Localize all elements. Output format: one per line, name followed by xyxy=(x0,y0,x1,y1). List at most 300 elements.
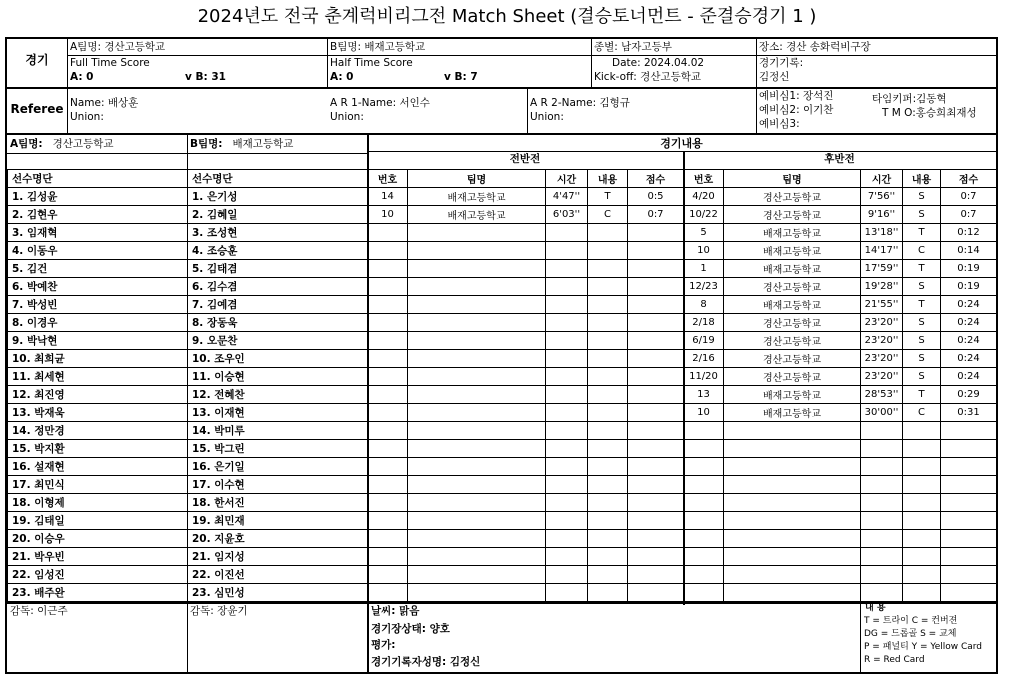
score-cell: S xyxy=(903,314,941,332)
score-cell: 0:31 xyxy=(941,404,997,422)
player-row xyxy=(188,242,368,260)
score-cell xyxy=(368,494,408,512)
divider xyxy=(860,602,861,672)
score-cell xyxy=(684,548,724,566)
score-cell: 10 xyxy=(684,404,724,422)
legend xyxy=(864,615,982,667)
player-row xyxy=(8,566,188,584)
score-cell xyxy=(861,548,903,566)
score-cell xyxy=(408,332,546,350)
score-cell: 23'20'' xyxy=(861,368,903,386)
column-header: 내용 xyxy=(903,170,941,188)
player-row xyxy=(188,260,368,278)
score-cell: 14'17'' xyxy=(861,242,903,260)
score-cell xyxy=(628,386,684,404)
roster-col-header: 선수명단 xyxy=(8,170,188,188)
divider xyxy=(756,39,757,87)
score-cell xyxy=(546,332,588,350)
score-cell xyxy=(628,278,684,296)
score-cell: 23'20'' xyxy=(861,314,903,332)
player-name: 4. 이동우 xyxy=(8,242,188,260)
score-event-row xyxy=(684,188,997,206)
empty-row xyxy=(368,494,684,512)
score-cell: 6/19 xyxy=(684,332,724,350)
legend-line: T = 트라이 C = 컨버젼 xyxy=(864,616,958,626)
score-cell xyxy=(941,440,997,458)
score-cell xyxy=(546,368,588,386)
score-cell xyxy=(941,512,997,530)
score-cell: S xyxy=(903,350,941,368)
half-time-a: A: 0 xyxy=(330,71,354,83)
player-row xyxy=(8,296,188,314)
score-cell xyxy=(724,548,861,566)
player-row xyxy=(8,494,188,512)
score-cell xyxy=(368,350,408,368)
empty-row xyxy=(368,314,684,332)
score-cell xyxy=(408,260,546,278)
score-cell xyxy=(724,458,861,476)
score-cell xyxy=(546,242,588,260)
score-cell xyxy=(546,260,588,278)
player-name: 10. 최희균 xyxy=(8,350,188,368)
player-name: 9. 박낙현 xyxy=(8,332,188,350)
score-cell: 9'16'' xyxy=(861,206,903,224)
score-cell xyxy=(588,440,628,458)
full-time-b: v B: 31 xyxy=(185,71,226,83)
ar2-union: Union: xyxy=(530,111,564,123)
score-cell xyxy=(861,476,903,494)
team-b-roster-header xyxy=(190,138,293,151)
empty-row xyxy=(368,260,684,278)
divider xyxy=(756,87,757,133)
score-cell xyxy=(546,566,588,584)
player-name: 3. 조성현 xyxy=(188,224,368,242)
empty-row xyxy=(368,422,684,440)
score-event-row xyxy=(684,350,997,368)
score-cell: 경산고등학교 xyxy=(724,368,861,386)
player-name: 13. 이재현 xyxy=(188,404,368,422)
score-cell: 8 xyxy=(684,296,724,314)
score-cell xyxy=(546,494,588,512)
score-cell xyxy=(903,494,941,512)
player-name: 19. 최민재 xyxy=(188,512,368,530)
column-header: 시간 xyxy=(546,170,588,188)
score-cell xyxy=(588,494,628,512)
column-header: 번호 xyxy=(368,170,408,188)
full-time-a: A: 0 xyxy=(70,71,94,83)
legend-title: 내 용 xyxy=(865,603,886,613)
player-row xyxy=(188,188,368,206)
empty-row xyxy=(684,566,997,584)
full-time-label: Full Time Score xyxy=(70,57,150,69)
score-cell: C xyxy=(903,404,941,422)
player-name: 17. 최민식 xyxy=(8,476,188,494)
score-cell xyxy=(628,260,684,278)
score-cell xyxy=(546,440,588,458)
score-cell: S xyxy=(903,278,941,296)
score-cell: 경산고등학교 xyxy=(724,314,861,332)
score-cell: 배재고등학교 xyxy=(724,242,861,260)
score-cell xyxy=(368,242,408,260)
score-cell xyxy=(408,548,546,566)
score-cell: 배재고등학교 xyxy=(724,386,861,404)
empty-row xyxy=(368,584,684,602)
score-cell xyxy=(588,260,628,278)
player-name: 16. 은기일 xyxy=(188,458,368,476)
coach-b: 감독: 장윤기 xyxy=(190,605,248,617)
player-name: 5. 김태겸 xyxy=(188,260,368,278)
score-cell: 1 xyxy=(684,260,724,278)
player-row xyxy=(8,368,188,386)
score-cell xyxy=(628,440,684,458)
empty-row xyxy=(368,476,684,494)
score-event-row xyxy=(368,206,684,224)
score-event-row xyxy=(684,242,997,260)
tmo: T M O:홍승희최재성 xyxy=(882,107,977,119)
empty-row xyxy=(684,422,997,440)
score-cell xyxy=(628,242,684,260)
score-cell: 0:24 xyxy=(941,314,997,332)
score-cell: 0:14 xyxy=(941,242,997,260)
score-cell xyxy=(861,422,903,440)
column-header: 시간 xyxy=(861,170,903,188)
score-cell xyxy=(684,422,724,440)
score-cell xyxy=(628,458,684,476)
score-cell: 0:24 xyxy=(941,368,997,386)
score-event-row xyxy=(684,260,997,278)
score-cell xyxy=(628,512,684,530)
score-event-row xyxy=(684,404,997,422)
score-cell xyxy=(546,458,588,476)
score-cell: 배재고등학교 xyxy=(724,260,861,278)
reserve-ref-3: 예비심3: xyxy=(759,118,800,130)
player-row xyxy=(8,350,188,368)
score-cell xyxy=(588,242,628,260)
player-row xyxy=(188,332,368,350)
referee-label: Referee xyxy=(10,102,64,116)
player-name: 3. 임재혁 xyxy=(8,224,188,242)
first-half-title: 전반전 xyxy=(509,153,541,165)
score-cell xyxy=(724,584,861,602)
score-cell xyxy=(628,224,684,242)
score-cell xyxy=(628,404,684,422)
player-row xyxy=(188,386,368,404)
category: 종별: 남자고등부 xyxy=(594,41,672,53)
ar1-union: Union: xyxy=(330,111,364,123)
game-label: 경기 xyxy=(25,53,49,67)
score-cell xyxy=(941,530,997,548)
team-b-label: B팀명: xyxy=(190,138,223,150)
coach-a: 감독: 이근주 xyxy=(10,605,68,617)
kickoff: Kick-off: 경산고등학교 xyxy=(594,71,702,83)
column-header: 팀명 xyxy=(724,170,861,188)
empty-row xyxy=(368,404,684,422)
score-cell xyxy=(903,422,941,440)
score-cell: S xyxy=(903,206,941,224)
score-cell xyxy=(724,476,861,494)
score-cell xyxy=(368,368,408,386)
score-cell xyxy=(861,530,903,548)
player-name: 15. 박지환 xyxy=(8,440,188,458)
score-cell xyxy=(408,440,546,458)
score-event-row xyxy=(684,368,997,386)
column-header: 점수 xyxy=(628,170,684,188)
column-header: 번호 xyxy=(684,170,724,188)
player-name: 10. 조우인 xyxy=(188,350,368,368)
recorder-name: 김정신 xyxy=(759,71,790,83)
score-cell: 0:19 xyxy=(941,260,997,278)
score-cell xyxy=(546,386,588,404)
player-row xyxy=(188,206,368,224)
score-cell xyxy=(588,224,628,242)
empty-row xyxy=(684,494,997,512)
score-cell xyxy=(408,368,546,386)
score-cell xyxy=(368,566,408,584)
roster-col-header: 선수명단 xyxy=(188,170,368,188)
player-name: 21. 임지성 xyxy=(188,548,368,566)
player-name: 2. 김혜일 xyxy=(188,206,368,224)
empty-row xyxy=(368,458,684,476)
player-row xyxy=(8,404,188,422)
score-cell xyxy=(903,566,941,584)
score-event-row xyxy=(368,188,684,206)
score-cell xyxy=(588,332,628,350)
empty-row xyxy=(368,332,684,350)
score-cell xyxy=(941,566,997,584)
player-name: 19. 김태일 xyxy=(8,512,188,530)
score-cell: S xyxy=(903,332,941,350)
team-a-label: A팀명: xyxy=(10,138,43,150)
score-cell xyxy=(408,512,546,530)
player-row xyxy=(8,512,188,530)
score-event-row xyxy=(684,296,997,314)
score-cell: 13 xyxy=(684,386,724,404)
team-b-roster xyxy=(187,169,368,602)
score-cell xyxy=(628,584,684,602)
empty-row xyxy=(684,440,997,458)
player-row xyxy=(188,458,368,476)
venue: 장소: 경산 송화럭비구장 xyxy=(759,41,871,53)
player-name: 18. 한서진 xyxy=(188,494,368,512)
player-row xyxy=(8,548,188,566)
team-b-roster-name: 배재고등학교 xyxy=(232,138,294,150)
score-cell: 6'03'' xyxy=(546,206,588,224)
score-cell xyxy=(408,584,546,602)
player-row xyxy=(188,224,368,242)
score-cell: 10/22 xyxy=(684,206,724,224)
score-cell xyxy=(368,332,408,350)
score-event-row xyxy=(684,278,997,296)
score-cell: 4'47'' xyxy=(546,188,588,206)
divider xyxy=(67,39,68,133)
score-cell xyxy=(941,458,997,476)
player-row xyxy=(8,224,188,242)
score-cell xyxy=(408,350,546,368)
score-cell xyxy=(588,422,628,440)
score-cell xyxy=(546,350,588,368)
score-cell: 21'55'' xyxy=(861,296,903,314)
player-name: 1. 은기성 xyxy=(188,188,368,206)
score-cell xyxy=(546,224,588,242)
score-cell xyxy=(684,512,724,530)
score-cell: 4/20 xyxy=(684,188,724,206)
score-cell xyxy=(588,404,628,422)
score-cell xyxy=(684,530,724,548)
score-cell: 30'00'' xyxy=(861,404,903,422)
empty-row xyxy=(368,530,684,548)
score-cell: 0:7 xyxy=(628,206,684,224)
player-row xyxy=(8,386,188,404)
divider xyxy=(7,602,996,604)
divider xyxy=(7,133,996,135)
game-section-title: 경기내용 xyxy=(660,137,703,150)
score-cell xyxy=(903,476,941,494)
score-event-row xyxy=(684,206,997,224)
player-row xyxy=(8,440,188,458)
score-cell xyxy=(628,332,684,350)
score-cell xyxy=(368,314,408,332)
score-cell xyxy=(368,386,408,404)
score-cell xyxy=(588,584,628,602)
player-row xyxy=(188,422,368,440)
half-time-label: Half Time Score xyxy=(330,57,413,69)
score-cell xyxy=(368,530,408,548)
score-cell xyxy=(588,296,628,314)
score-cell: 경산고등학교 xyxy=(724,350,861,368)
score-event-row xyxy=(684,332,997,350)
score-cell: 23'20'' xyxy=(861,350,903,368)
empty-row xyxy=(684,584,997,602)
score-event-row xyxy=(684,386,997,404)
score-cell xyxy=(368,548,408,566)
score-cell: 배재고등학교 xyxy=(408,188,546,206)
player-row xyxy=(8,314,188,332)
score-cell xyxy=(724,512,861,530)
score-cell: T xyxy=(588,188,628,206)
score-cell xyxy=(684,566,724,584)
half-time-b: v B: 7 xyxy=(444,71,478,83)
score-cell: 0:24 xyxy=(941,350,997,368)
score-cell: 0:29 xyxy=(941,386,997,404)
score-cell xyxy=(408,296,546,314)
score-cell xyxy=(546,530,588,548)
score-cell xyxy=(903,548,941,566)
empty-row xyxy=(368,224,684,242)
score-cell xyxy=(408,404,546,422)
score-cell xyxy=(684,584,724,602)
score-cell xyxy=(903,530,941,548)
score-cell xyxy=(588,512,628,530)
divider xyxy=(527,87,528,133)
column-header: 팀명 xyxy=(408,170,546,188)
player-name: 22. 임성진 xyxy=(8,566,188,584)
player-name: 14. 정만경 xyxy=(8,422,188,440)
score-cell xyxy=(941,422,997,440)
score-cell xyxy=(941,548,997,566)
score-cell: 2/16 xyxy=(684,350,724,368)
score-cell xyxy=(368,278,408,296)
score-cell xyxy=(724,494,861,512)
player-name: 16. 설재현 xyxy=(8,458,188,476)
player-name: 2. 김현우 xyxy=(8,206,188,224)
score-cell xyxy=(408,494,546,512)
divider xyxy=(591,39,592,87)
player-name: 8. 장동욱 xyxy=(188,314,368,332)
score-cell xyxy=(588,368,628,386)
score-cell xyxy=(408,314,546,332)
player-row xyxy=(8,422,188,440)
team-a-roster-header xyxy=(10,138,114,151)
score-cell: 0:19 xyxy=(941,278,997,296)
empty-row xyxy=(368,368,684,386)
score-cell: 배재고등학교 xyxy=(724,404,861,422)
empty-row xyxy=(368,296,684,314)
player-row xyxy=(188,530,368,548)
empty-row xyxy=(368,278,684,296)
player-name: 9. 오문찬 xyxy=(188,332,368,350)
player-row xyxy=(8,206,188,224)
score-cell xyxy=(628,314,684,332)
player-name: 8. 이경우 xyxy=(8,314,188,332)
score-cell xyxy=(724,566,861,584)
legend-line: DG = 드롭골 S = 교체 xyxy=(864,629,957,639)
score-cell: 경산고등학교 xyxy=(724,278,861,296)
player-row xyxy=(188,494,368,512)
score-cell xyxy=(628,476,684,494)
score-cell xyxy=(588,350,628,368)
score-cell xyxy=(628,296,684,314)
score-cell xyxy=(368,512,408,530)
player-name: 1. 김성윤 xyxy=(8,188,188,206)
player-name: 11. 최세현 xyxy=(8,368,188,386)
score-cell: 13'18'' xyxy=(861,224,903,242)
score-cell: 0:7 xyxy=(941,206,997,224)
score-cell: 0:12 xyxy=(941,224,997,242)
score-cell xyxy=(861,512,903,530)
score-cell xyxy=(861,440,903,458)
player-row xyxy=(188,566,368,584)
score-cell xyxy=(628,566,684,584)
score-cell xyxy=(628,350,684,368)
score-cell: T xyxy=(903,296,941,314)
empty-row xyxy=(368,350,684,368)
player-row xyxy=(188,584,368,602)
score-cell xyxy=(368,404,408,422)
score-cell: 12/23 xyxy=(684,278,724,296)
score-cell xyxy=(724,440,861,458)
score-cell xyxy=(903,584,941,602)
player-name: 7. 김예겸 xyxy=(188,296,368,314)
empty-row xyxy=(684,512,997,530)
player-name: 13. 박재욱 xyxy=(8,404,188,422)
weather: 날씨: 맑음 xyxy=(371,605,420,617)
player-row xyxy=(8,278,188,296)
score-cell xyxy=(628,368,684,386)
score-cell xyxy=(546,548,588,566)
empty-row xyxy=(368,566,684,584)
player-name: 20. 이승우 xyxy=(8,530,188,548)
team-a-roster-name: 경산고등학교 xyxy=(52,138,114,150)
team-b-name: B팀명: 배재고등학교 xyxy=(330,41,426,53)
player-name: 14. 박미루 xyxy=(188,422,368,440)
score-cell xyxy=(546,422,588,440)
player-name: 23. 배주완 xyxy=(8,584,188,602)
score-cell xyxy=(588,386,628,404)
timekeeper: 타임키퍼:김동혁 xyxy=(872,93,947,105)
score-cell xyxy=(628,422,684,440)
score-cell xyxy=(546,314,588,332)
score-cell xyxy=(368,422,408,440)
